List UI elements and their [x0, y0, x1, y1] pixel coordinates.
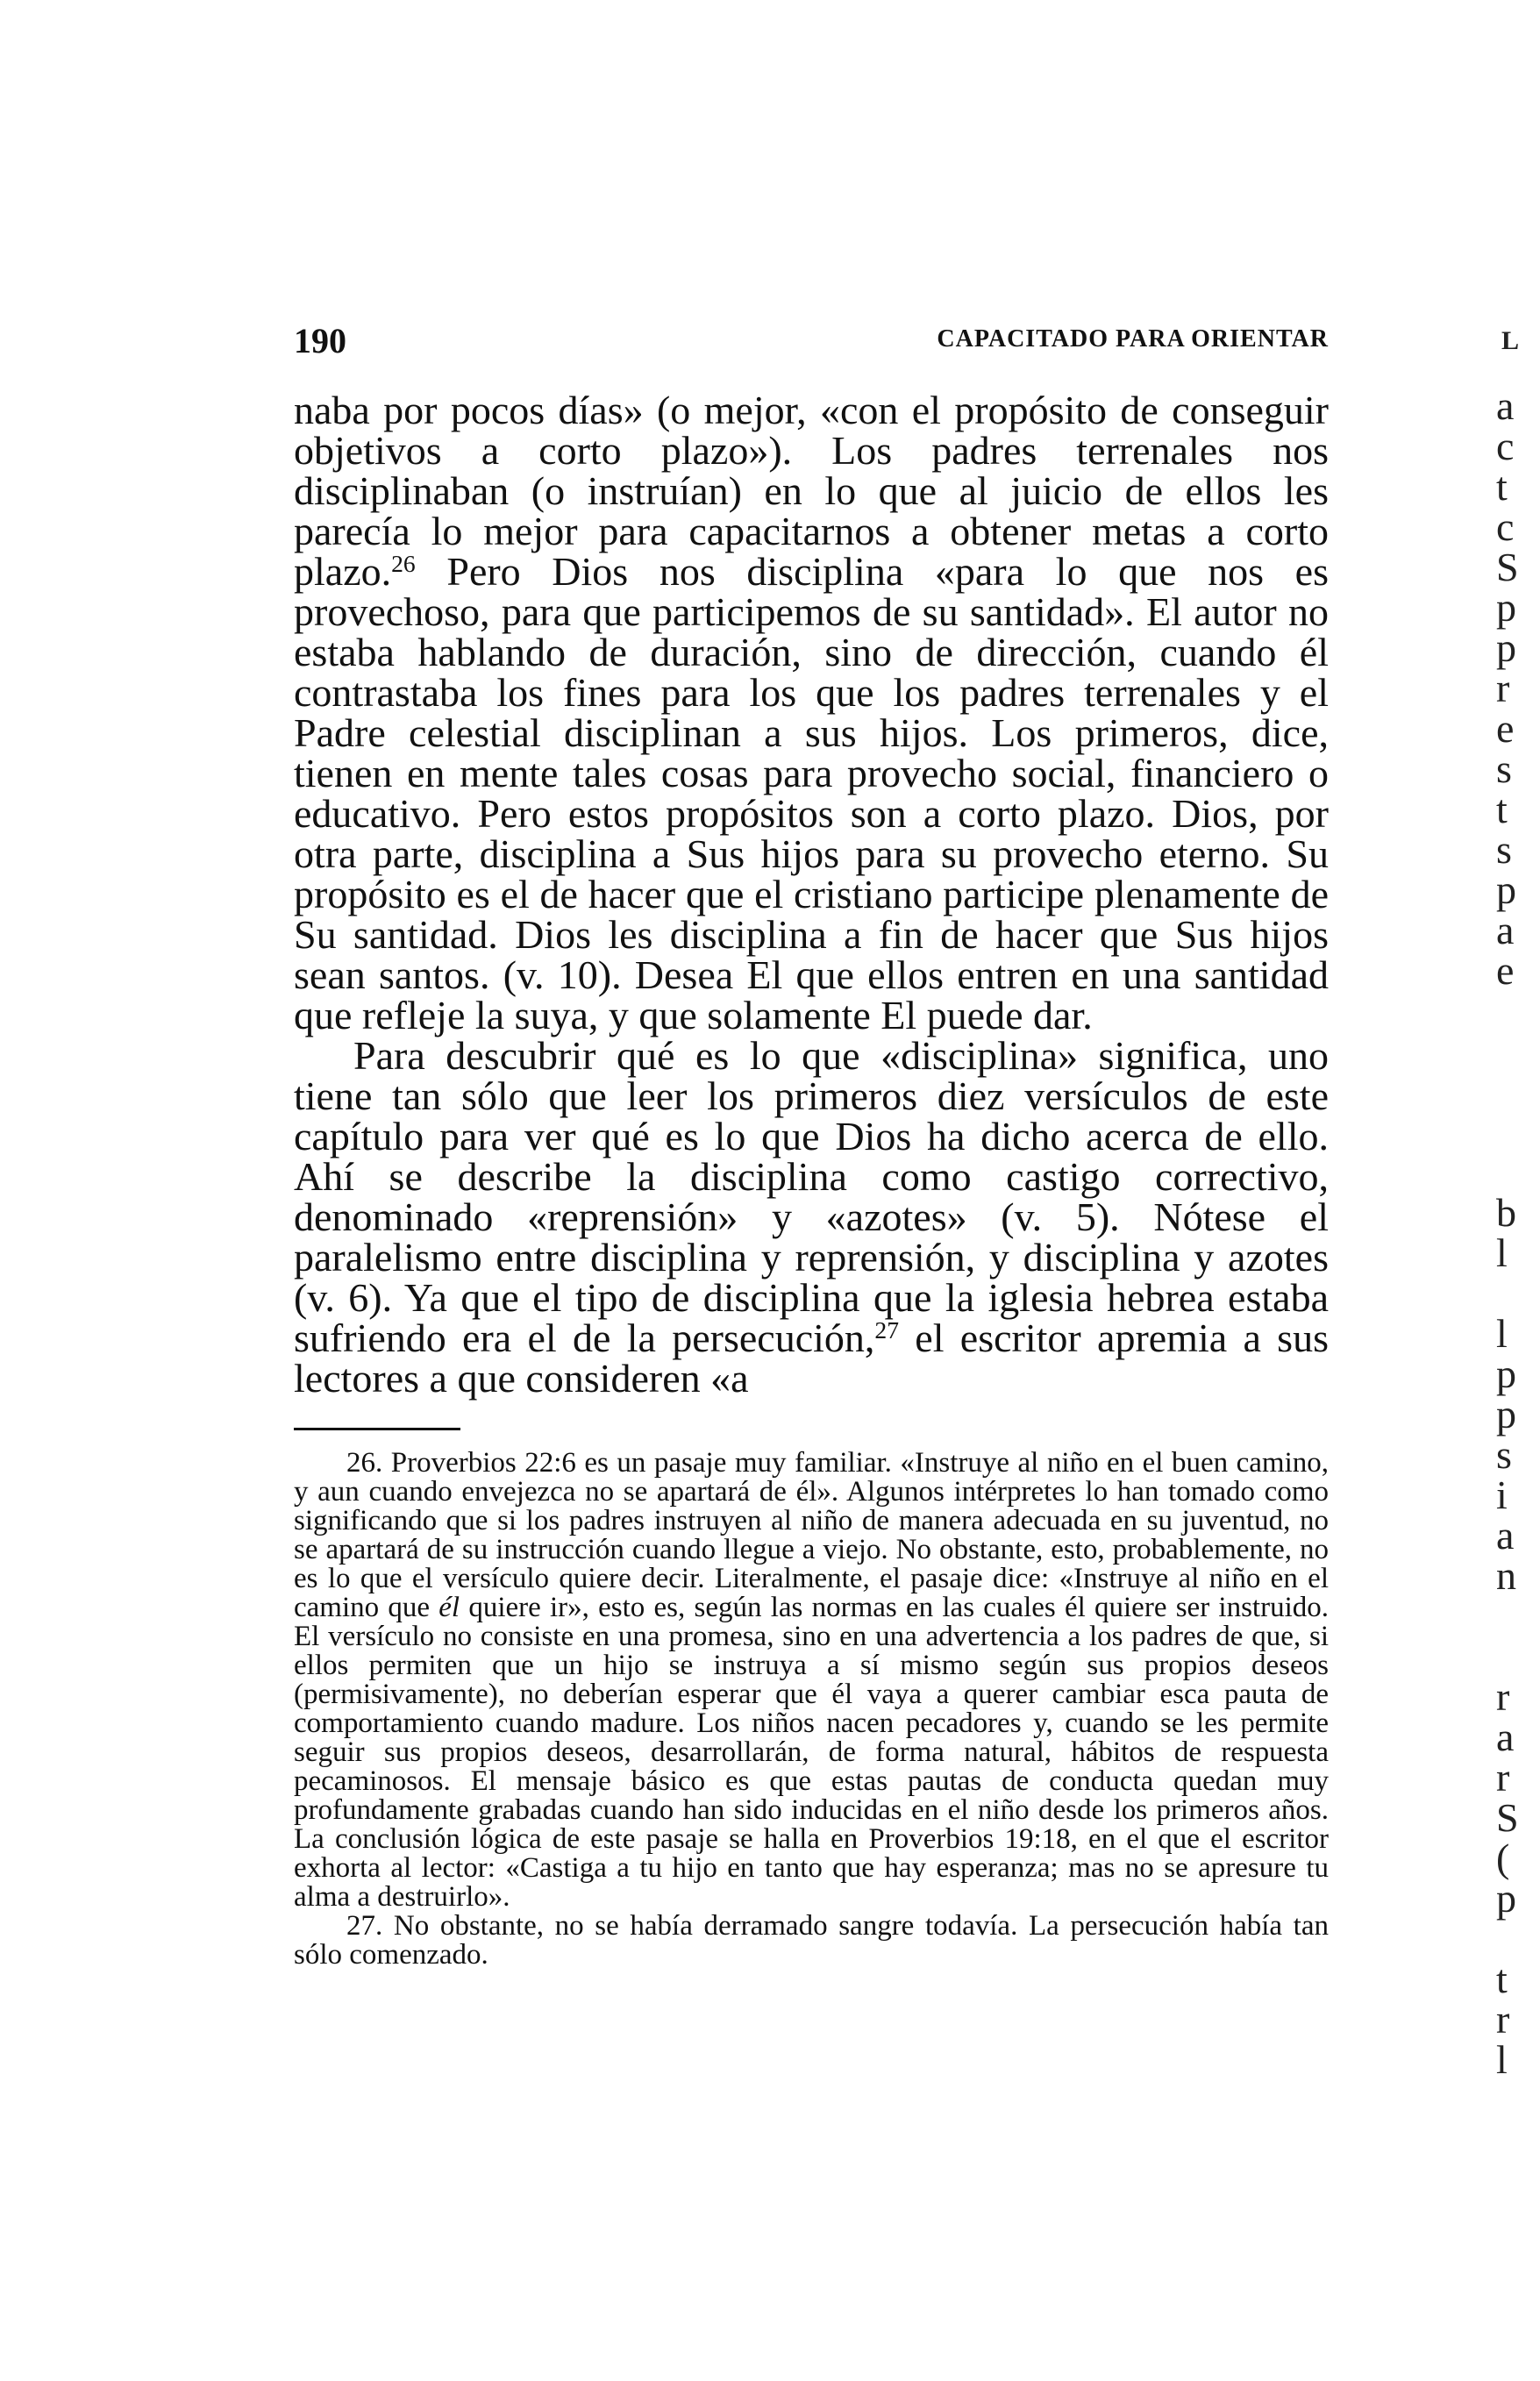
facing-page-glyph: S: [1496, 545, 1519, 589]
footnote-26-text-a: 26. Proverbios 22:6 es un pasaje muy familiar. «Instruye al niño en el buen camino, y aun cuando envejezca no se apartará de él». Algunos intérpretes lo han tomado como significando que si los padres instruyen al niño de manera adecuada en su juventud, no se apartará de su instrucción cuando llegue a viejo. No obstante, esto, probablemente, no es lo que el versículo quiere decir. Literalmente, el pasaje dice: «Instruye al niño en el camino que: [294, 1447, 1329, 1623]
facing-page-glyph: p: [1496, 867, 1516, 912]
footnote-27: 27. No obstante, no se había derramado sangre todavía. La persecución había tan sólo comenzado.: [294, 1910, 1329, 1971]
facing-page-glyph: l: [1496, 1311, 1508, 1356]
facing-page-glyph: (: [1496, 1836, 1510, 1880]
running-title: CAPACITADO PARA ORIENTAR: [937, 325, 1329, 353]
facing-page-glyph: [1496, 1596, 1540, 1636]
facing-page-glyph: t: [1496, 464, 1508, 509]
page-number: 190: [294, 321, 346, 360]
footnote-ref-27: 27: [874, 1315, 899, 1344]
facing-page-glyph: t: [1496, 787, 1508, 831]
facing-page-glyph: r: [1496, 1997, 1510, 2042]
facing-page-glyph: a: [1496, 386, 1515, 428]
facing-page-glyph: p: [1496, 585, 1516, 630]
running-header: [294, 320, 1329, 364]
body-text: [294, 390, 1329, 1399]
paragraph-2-text-a: Para descubrir qué es lo que «disciplina» significa, uno tiene tan sólo que leer los primeros diez versículos de este capítulo para ver qué es lo que Dios ha dicho acerca de ello. Ahí se describe la disciplina como castigo correctivo, denominado «reprensión» y «azotes» (v. 5). Nótese el paralelismo entre disciplina y reprensión, y disciplina y azotes (v. 6). Ya que el tipo de disciplina que la iglesia hebrea estaba sufriendo era el de la persecución,: [294, 1033, 1329, 1360]
facing-page-header-fragment: L: [1501, 326, 1520, 355]
facing-page-glyph: c: [1496, 504, 1515, 549]
facing-page-glyph: r: [1496, 1755, 1510, 1800]
facing-page-glyph: p: [1496, 625, 1516, 670]
facing-page-glyph: s: [1496, 746, 1512, 791]
facing-page-glyph: n: [1496, 1553, 1516, 1598]
facing-page-glyph: [1496, 1636, 1540, 1677]
facing-page-glyph: b: [1496, 1190, 1516, 1235]
facing-page-glyph: a: [1496, 1714, 1515, 1759]
footnote-26-emphasis: él: [438, 1592, 460, 1623]
facing-page-glyph: [1496, 1919, 1540, 1959]
paragraph-1-text-b: Pero Dios nos disciplina «para lo que nos es provechoso, para que participemos de su santidad». El autor no estaba hablando de duración, sino de dirección, cuando él contrastaba los fines para los que los padres terrenales y el Padre celestial disciplinan a sus hijos. Los primeros, dice, tienen en mente tales cosas para provecho social, financiero o educativo. Pero estos propósitos son a corto plazo. Dios, por otra parte, disciplina a Sus hijos para su provecho eterno. Su propósito es el de hacer que el cristiano participe plenamente de Su santidad. Dios les disciplina a fin de hacer que Sus hijos sean santos. (v. 10). Desea El que ellos entren en una santidad que refleje la suya, y que solamente El puede dar.: [294, 549, 1329, 1037]
facing-page-glyph: [1496, 1112, 1540, 1152]
facing-page-glyph: p: [1496, 1351, 1516, 1396]
facing-page-glyph: [1496, 1072, 1540, 1112]
facing-page-glyph: [1496, 1031, 1540, 1072]
paragraph-1: [294, 390, 1329, 1036]
facing-page-glyph: a: [1496, 1513, 1515, 1558]
facing-page-glyph: e: [1496, 948, 1515, 993]
paragraph-2: [294, 1033, 1329, 1401]
facing-page-glyph: s: [1496, 827, 1512, 872]
facing-page-glyph: S: [1496, 1795, 1519, 1840]
footnote-separator: [294, 1428, 460, 1430]
facing-page-glyph: r: [1496, 1674, 1510, 1719]
facing-page-glyph: c: [1496, 424, 1515, 468]
facing-page-glyph: i: [1496, 1472, 1508, 1517]
facing-page-glyph: p: [1496, 1392, 1516, 1436]
facing-page-glyph: s: [1496, 1432, 1512, 1477]
facing-page-glyph: a: [1496, 908, 1515, 952]
facing-page-glyph: [1496, 1152, 1540, 1193]
footnote-26-text-b: quiere ir», esto es, según las normas en las cuales él quiere ser instruido. El versículo no consiste en una promesa, sino en una advertencia a los padres de que, si ellos permiten que un hijo se instruya a sí mismo según sus propios deseos (permisivamente), no deberían esperar que él vaya a querer cambiar esca pauta de comportamiento cuando madure. Los niños nacen pecadores y, cuando se les permite seguir sus propios deseos, desarrollarán, de forma natural, hábitos de respuesta pecaminosos. El mensaje básico es que estas pautas de conducta quedan muy profundamente grabadas cuando han sido inducidas en el niño desde los primeros años. La conclusión lógica de este pasaje se halla en Proverbios 19:18, en el que el escritor exhorta al lector: «Castiga a tu hijo en tanto que hay esperanza; mas no se apresure tu alma a destruirlo».: [294, 1592, 1329, 1913]
footnotes: [294, 1449, 1329, 1970]
paragraph-1-text-a: naba por pocos días» (o mejor, «con el propósito de conseguir objetivos a corto plazo»). Los padres terrenales nos disciplinaban (o instruían) en lo que al juicio de ellos les parecía lo mejor para capacitarnos a obtener metas a corto plazo.: [294, 388, 1329, 594]
facing-page-glyph: p: [1496, 1876, 1516, 1921]
facing-page-glyph: r: [1496, 666, 1510, 710]
facing-page-glyph: e: [1496, 706, 1515, 751]
paragraph-2-text-b: el escritor apremia a sus lectores a que consideren «a: [294, 1315, 1329, 1401]
facing-page-glyph: [1496, 991, 1540, 1031]
facing-page-glyph: l: [1496, 2037, 1508, 2080]
facing-page-glyph: [1496, 1273, 1540, 1314]
facing-page-glyph: t: [1496, 1957, 1508, 2001]
footnote-26: [294, 1449, 1329, 1912]
facing-page-glyph: l: [1496, 1230, 1508, 1275]
footnote-ref-26: 26: [391, 549, 416, 577]
facing-page-edge: [1496, 386, 1540, 2080]
